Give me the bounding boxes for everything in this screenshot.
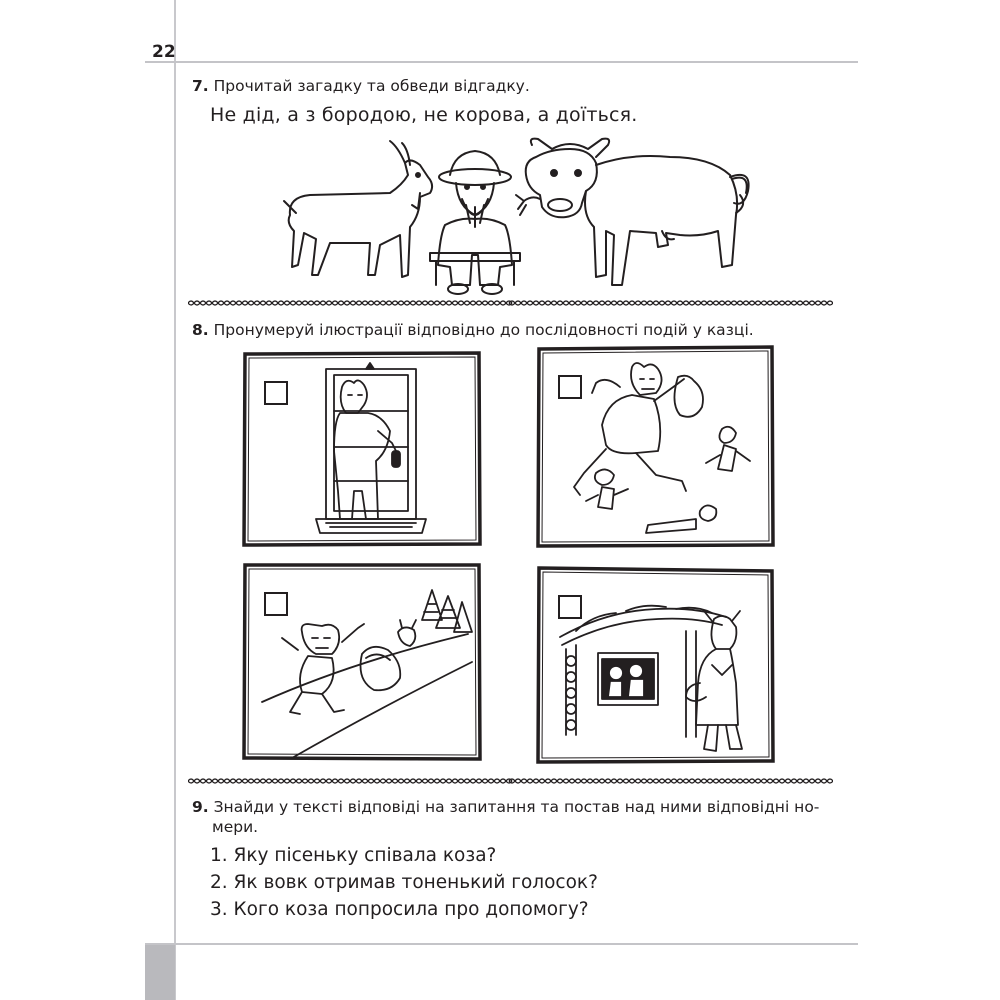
task-7-instruction (192, 76, 530, 96)
question-2: 2. Як вовк отримав тоненький голосок? (210, 872, 598, 893)
question-3: 3. Кого коза попросила про допомогу? (210, 899, 589, 920)
task-7-text: Прочитай загадку та обведи відгадку. (213, 77, 530, 95)
section-divider (188, 298, 833, 308)
picture-frame-4 (536, 565, 776, 761)
picture-frame-3 (242, 562, 482, 758)
question-1: 1. Яку пісеньку співала коза? (210, 845, 497, 866)
footer-rule (145, 943, 858, 945)
section-divider (188, 776, 833, 786)
task-8-instruction (192, 320, 754, 340)
task-8-text: Пронумеруй ілюстрації відповідно до послідовності подій у казці. (213, 321, 754, 339)
goat-icon[interactable] (284, 141, 432, 277)
page-number: 22 (152, 42, 176, 62)
task-9-instruction (192, 797, 832, 837)
wolf-at-door-icon (242, 351, 482, 547)
riddle-illustration (270, 135, 760, 300)
task-8-number: 8. (192, 321, 209, 339)
task-9-text-line2: мери. (212, 818, 259, 836)
wolf-with-kids-icon (536, 345, 776, 549)
header-rule (145, 61, 858, 63)
riddle-text: Не дід, а з бородою, не корова, а доїться. (210, 104, 638, 126)
page-tab-marker (145, 945, 175, 1000)
goat-at-house-icon (536, 565, 776, 765)
old-man-icon[interactable] (430, 151, 520, 294)
task-9-number: 9. (192, 798, 209, 816)
page-margin-line (174, 0, 176, 1000)
task-7-number: 7. (192, 77, 209, 95)
picture-frame-1 (242, 351, 482, 547)
goat-chasing-wolf-icon (242, 562, 482, 762)
task-9-text-line1: Знайди у тексті відповіді на запитання та постав над ними відповідні но- (213, 798, 820, 816)
picture-frame-2 (536, 345, 776, 541)
cow-icon[interactable] (516, 139, 749, 285)
